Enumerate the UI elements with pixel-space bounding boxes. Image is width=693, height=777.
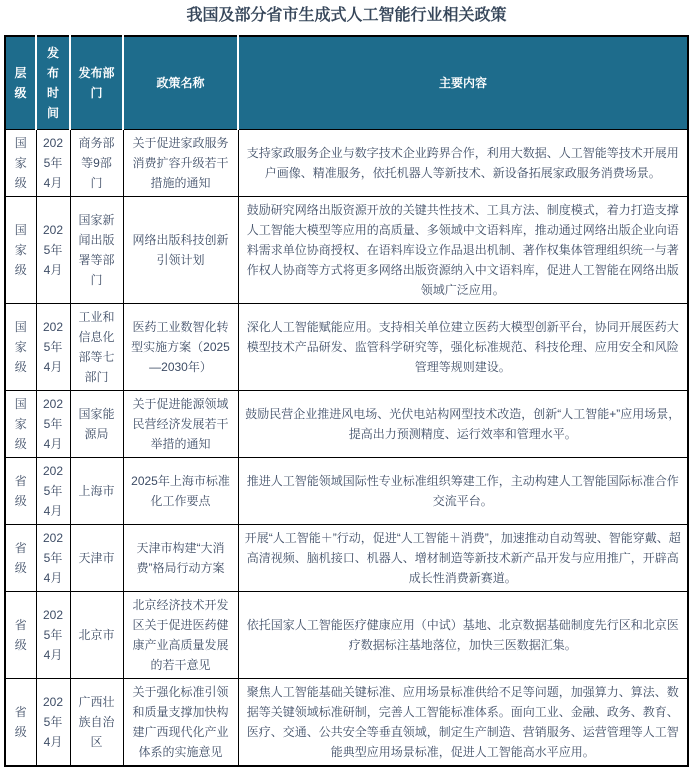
- main-content-cell: 推进人工智能领域国际性专业标准组织筹建工作，主动构建人工智能国际标准合作交流平台。: [238, 458, 688, 525]
- header-level: 层级: [5, 36, 36, 130]
- header-row: [5, 36, 688, 130]
- date-cell: 2025年4月: [36, 197, 70, 304]
- policy-name-cell: 2025年上海市标准化工作要点: [123, 458, 238, 525]
- header-main-content: 主要内容: [238, 36, 688, 130]
- level-cell: 省级: [5, 592, 36, 679]
- policy-name-cell: 关于促进能源领域民营经济发展若干举措的通知: [123, 391, 238, 458]
- department-cell: 国家新闻出版署等部门: [70, 197, 123, 304]
- header-policy-name: 政策名称: [123, 36, 238, 130]
- policy-name-cell: 天津市构建“大消费”格局行动方案: [123, 525, 238, 592]
- main-content-cell: 深化人工智能赋能应用。支持相关单位建立医药大模型创新平台，协同开展医药大模型技术产品研发、监管科学研究等，强化标准规范、科技伦理、应用安全和风险管理等规则建设。: [238, 304, 688, 391]
- table-body: [5, 130, 688, 767]
- table-row: [5, 304, 688, 391]
- header-publish-date: 发布时间: [36, 36, 70, 130]
- date-cell: 2025年4月: [36, 679, 70, 767]
- main-content-cell: 鼓励研究网络出版资源开放的关键共性技术、工具方法、制度模式，着力打造支撑人工智能大模型等应用的高质量、多领域中文语料库，推动通过网络出版企业向语料需求单位协商授权、在语料库设立作品退出机制、著作权集体管理组织统一与著作权人协商等方式将更多网络出版资源纳入中文语料库，促进人工智能在网络出版领域广泛应用。: [238, 197, 688, 304]
- table-row: [5, 458, 688, 525]
- table-header: [5, 36, 688, 130]
- policy-name-cell: 北京经济技术开发区关于促进医药健康产业高质量发展的若干意见: [123, 592, 238, 679]
- date-cell: 2025年4月: [36, 592, 70, 679]
- level-cell: 国家级: [5, 304, 36, 391]
- header-publish-department: 发布部门: [70, 36, 123, 130]
- level-cell: 国家级: [5, 197, 36, 304]
- main-content-cell: 依托国家人工智能医疗健康应用（中试）基地、北京数据基础制度先行区和北京医疗数据标注基地落位，加快三医数据汇集。: [238, 592, 688, 679]
- main-content-cell: 聚焦人工智能基础关键标准、应用场景标准供给不足等问题，加强算力、算法、数据等关键领域标准研制，完善人工智能标准体系。面向工业、金融、政务、教育、医疗、交通、公共安全等垂直领域，制定生产制造、营销服务、运营管理等人工智能典型应用场景标准，促进人工智能高水平应用。: [238, 679, 688, 767]
- date-cell: 2025年4月: [36, 304, 70, 391]
- department-cell: 上海市: [70, 458, 123, 525]
- level-cell: 国家级: [5, 130, 36, 197]
- level-cell: 省级: [5, 525, 36, 592]
- table-row: [5, 130, 688, 197]
- policy-name-cell: 关于促进家政服务消费扩容升级若干措施的通知: [123, 130, 238, 197]
- table-row: [5, 679, 688, 767]
- table-row: [5, 391, 688, 458]
- policy-name-cell: 关于强化标准引领和质量支撑加快构建广西现代化产业体系的实施意见: [123, 679, 238, 767]
- policy-table: [4, 35, 689, 767]
- date-cell: 2025年4月: [36, 525, 70, 592]
- date-cell: 2025年4月: [36, 458, 70, 525]
- department-cell: 北京市: [70, 592, 123, 679]
- table-row: [5, 197, 688, 304]
- department-cell: 广西壮族自治区: [70, 679, 123, 767]
- page-title: 我国及部分省市生成式人工智能行业相关政策: [186, 7, 507, 24]
- date-cell: 2025年4月: [36, 130, 70, 197]
- main-content-cell: 鼓励民营企业推进风电场、光伏电站构网型技术改造，创新“人工智能+”应用场景，提高出力预测精度、运行效率和管理水平。: [238, 391, 688, 458]
- main-content-cell: 开展“人工智能＋”行动，促进“人工智能＋消费”，加速推动自动驾驶、智能穿戴、超高清视频、脑机接口、机器人、增材制造等新技术新产品开发与应用推广，开辟高成长性消费新赛道。: [238, 525, 688, 592]
- department-cell: 国家能源局: [70, 391, 123, 458]
- department-cell: 商务部等9部门: [70, 130, 123, 197]
- level-cell: 国家级: [5, 391, 36, 458]
- level-cell: 省级: [5, 679, 36, 767]
- table-row: [5, 525, 688, 592]
- department-cell: 工业和信息化部等七部门: [70, 304, 123, 391]
- date-cell: 2025年4月: [36, 391, 70, 458]
- table-row: [5, 592, 688, 679]
- policy-name-cell: 医药工业数智化转型实施方案（2025—2030年）: [123, 304, 238, 391]
- main-content-cell: 支持家政服务企业与数字技术企业跨界合作，利用大数据、人工智能等技术开展用户画像、精准服务，依托机器人等新技术、新设备拓展家政服务消费场景。: [238, 130, 688, 197]
- policy-name-cell: 网络出版科技创新引领计划: [123, 197, 238, 304]
- department-cell: 天津市: [70, 525, 123, 592]
- level-cell: 省级: [5, 458, 36, 525]
